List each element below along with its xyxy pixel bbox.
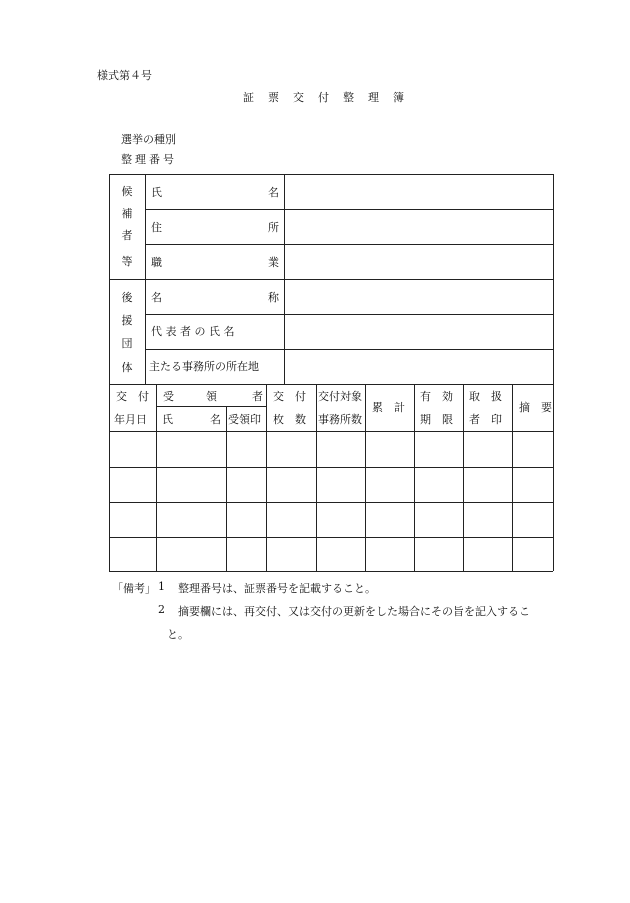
col-date-bottom: 年月日 bbox=[114, 413, 147, 426]
candidate-label-char: 等 bbox=[121, 255, 133, 268]
col-valid-top: 有 効 bbox=[420, 390, 453, 403]
note-2-continuation: と。 bbox=[167, 628, 189, 641]
election-type-label: 選挙の種別 bbox=[121, 133, 176, 146]
col-date-top: 交 付 bbox=[116, 390, 149, 403]
col-count-top: 交 付 bbox=[273, 390, 306, 403]
support-label-char: 援 bbox=[121, 314, 133, 327]
document-title: 証票交付整理簿 bbox=[243, 91, 418, 104]
col-seal: 受領印 bbox=[228, 413, 261, 426]
support-label-char: 後 bbox=[121, 291, 133, 304]
col-recipient-top-b: 領 bbox=[206, 390, 217, 403]
note-2-text: 摘要欄には、再交付、又は交付の更新をした場合にその旨を記入するこ bbox=[178, 605, 530, 618]
notes-label: 「備考」 bbox=[112, 582, 156, 595]
col-valid-bottom: 期 限 bbox=[420, 413, 453, 426]
candidate-label-char: 補 bbox=[121, 207, 133, 220]
note-1-number: 1 bbox=[158, 580, 165, 593]
candidate-label-char: 者 bbox=[121, 229, 133, 242]
form-number: 様式第４号 bbox=[97, 69, 152, 82]
col-recipient-top-a: 受 bbox=[163, 390, 174, 403]
col-handler-bottom: 者 印 bbox=[469, 413, 502, 426]
note-2-number: 2 bbox=[158, 603, 165, 616]
candidate-occupation-label-a: 職 bbox=[151, 256, 162, 269]
col-count-bottom: 枚 数 bbox=[273, 413, 306, 426]
col-remarks: 摘 要 bbox=[519, 401, 552, 414]
support-label-char: 体 bbox=[121, 361, 133, 374]
support-name-label-b: 称 bbox=[268, 291, 279, 304]
reference-number-label: 整理番号 bbox=[121, 153, 177, 166]
support-name-label-a: 名 bbox=[151, 291, 162, 304]
col-target-top: 交付対象 bbox=[318, 390, 362, 403]
note-1-text: 整理番号は、証票番号を記載すること。 bbox=[178, 582, 376, 595]
candidate-occupation-label-b: 業 bbox=[268, 256, 279, 269]
office-location-label: 主たる事務所の所在地 bbox=[149, 360, 259, 373]
support-label-char: 団 bbox=[121, 337, 133, 350]
candidate-address-label-a: 住 bbox=[151, 221, 162, 234]
col-recipient-top-c: 者 bbox=[252, 390, 263, 403]
col-cumulative: 累 計 bbox=[372, 401, 405, 414]
col-name-b: 名 bbox=[210, 413, 221, 426]
col-name-a: 氏 bbox=[162, 413, 173, 426]
col-target-bottom: 事務所数 bbox=[318, 413, 362, 426]
candidate-name-label-a: 氏 bbox=[151, 186, 162, 199]
candidate-label-char: 候 bbox=[121, 185, 133, 198]
col-handler-top: 取 扱 bbox=[469, 390, 502, 403]
candidate-address-label-b: 所 bbox=[268, 221, 279, 234]
representative-name-label: 代 表 者 の 氏 名 bbox=[151, 325, 235, 338]
candidate-name-label-b: 名 bbox=[268, 186, 279, 199]
